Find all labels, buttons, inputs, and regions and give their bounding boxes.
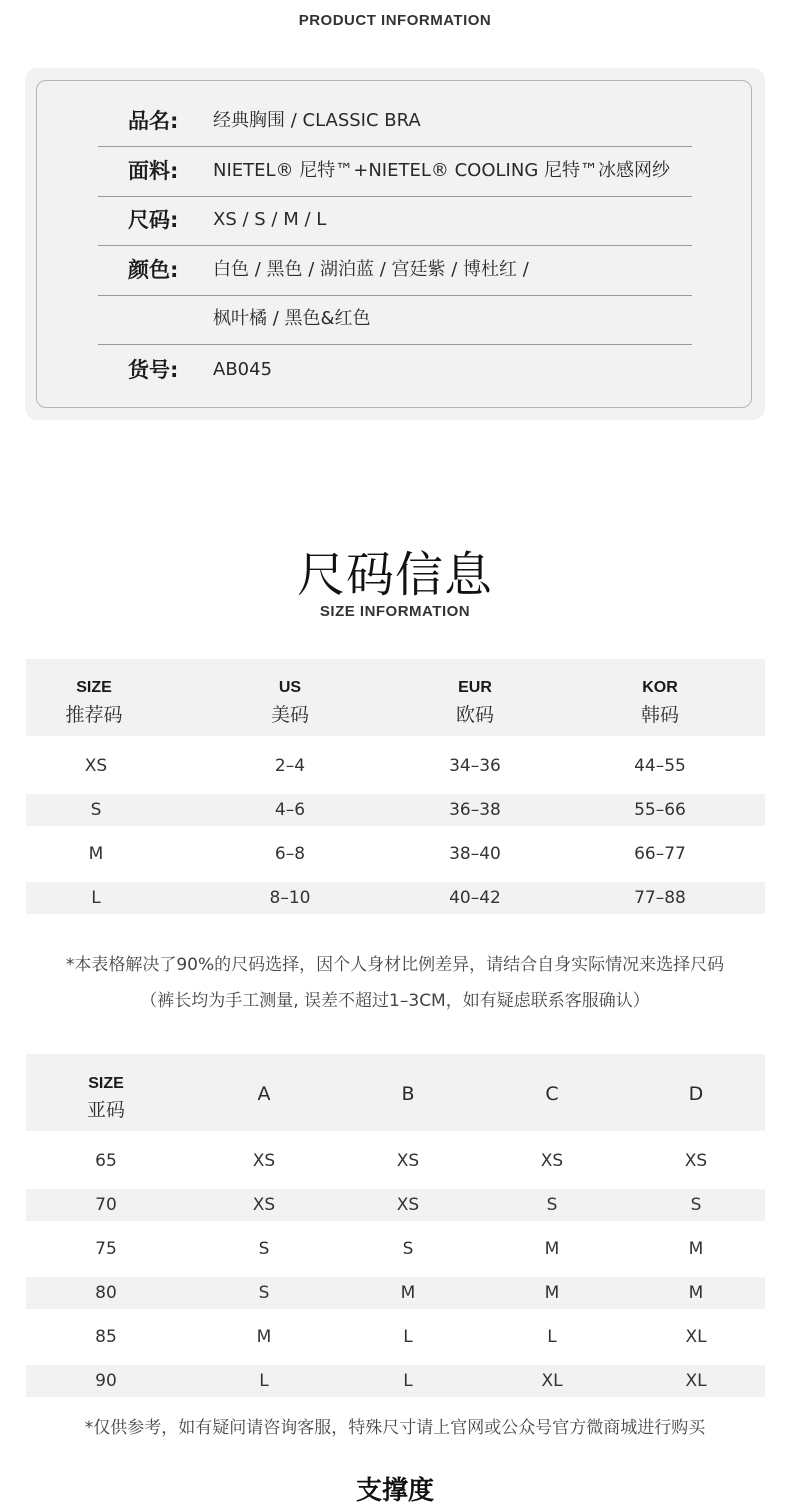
table-cell: XS [684, 1151, 708, 1171]
table-row [26, 882, 765, 914]
header-label-en: KOR [642, 679, 678, 696]
product-info-label: 面料: [128, 159, 179, 183]
table-cell: M [544, 1239, 560, 1259]
table-cell: M [544, 1283, 560, 1303]
table-cell: S [90, 800, 102, 820]
product-info-value: 经典胸围 / CLASSIC BRA [213, 110, 421, 131]
table-cell: XS [252, 1151, 276, 1171]
table-cell: L [403, 1327, 413, 1347]
product-info-row-name [98, 96, 692, 147]
table-cell: L [547, 1327, 557, 1347]
header-label-en: US [278, 679, 302, 696]
table-cell: S [402, 1239, 414, 1259]
table-cell: XS [396, 1151, 420, 1171]
product-info-row-color [98, 245, 692, 296]
size-note-line-2: （裤长均为手工测量, 误差不超过1–3CM，如有疑虑联系客服确认） [140, 991, 650, 1011]
table-cell: S [546, 1195, 558, 1215]
header-cell-b [348, 1054, 468, 1131]
table-cell: M [256, 1327, 272, 1347]
header-label: D [688, 1083, 704, 1105]
table-row [26, 1365, 765, 1397]
table-row [26, 1189, 765, 1221]
table-row [26, 750, 765, 782]
table-cell: S [258, 1283, 270, 1303]
header-label: C [545, 1083, 559, 1105]
table-header [26, 659, 765, 736]
product-info-value: 白色 / 黑色 / 湖泊蓝 / 宫廷紫 / 博杜红 / [213, 259, 529, 280]
product-info-row-size [98, 195, 692, 246]
table-row [26, 1233, 765, 1265]
size-info-title: 尺码信息 [296, 547, 493, 603]
table-cell: 4–6 [274, 800, 306, 820]
header-cell-eur [389, 659, 561, 736]
product-info-row-color-cont [98, 294, 692, 345]
product-info-label: 货号: [128, 358, 179, 382]
table-cell: XL [541, 1371, 563, 1391]
reference-note: *仅供参考，如有疑问请咨询客服，特殊尺寸请上官网或公众号官方微商城进行购买 [84, 1418, 706, 1438]
size-conversion-table [26, 659, 765, 915]
table-cell: 34–36 [449, 756, 501, 776]
table-cell: 40–42 [449, 888, 501, 908]
size-note-line-1: *本表格解决了90%的尺码选择，因个人身材比例差异，请结合自身实际情况来选择尺码 [65, 955, 725, 975]
header-cell-us [204, 659, 376, 736]
header-label-cn: 韩码 [640, 704, 679, 726]
table-cell: 90 [95, 1371, 117, 1391]
table-cell: 6–8 [274, 844, 306, 864]
table-header [26, 1054, 765, 1131]
table-cell: XL [685, 1371, 707, 1391]
table-cell: M [88, 844, 104, 864]
table-cell: 65 [95, 1151, 117, 1171]
table-cell: XS [252, 1195, 276, 1215]
table-cell: 44–55 [634, 756, 686, 776]
table-cell: S [690, 1195, 702, 1215]
header-label-en: SIZE [76, 679, 112, 696]
product-info-label: 品名: [128, 109, 179, 133]
header-cell-size [46, 1054, 166, 1131]
table-cell: 85 [95, 1327, 117, 1347]
header-label-en: SIZE [88, 1075, 124, 1092]
table-row [26, 1321, 765, 1353]
table-cell: S [258, 1239, 270, 1259]
table-row [26, 1277, 765, 1309]
table-cell: M [688, 1239, 704, 1259]
table-row [26, 838, 765, 870]
header-cell-d [636, 1054, 756, 1131]
header-cell-kor [574, 659, 746, 736]
header-label: A [257, 1083, 271, 1105]
header-cell-a [204, 1054, 324, 1131]
size-info-subtitle: SIZE INFORMATION [319, 603, 471, 620]
header-label-en: EUR [458, 679, 492, 696]
table-cell: 75 [95, 1239, 117, 1259]
header-cell-size [26, 659, 162, 736]
table-cell: XL [685, 1327, 707, 1347]
table-cell: 36–38 [449, 800, 501, 820]
header-label: B [401, 1083, 415, 1105]
header-label-cn: 亚码 [86, 1099, 125, 1121]
table-cell: 55–66 [634, 800, 686, 820]
table-cell: 8–10 [269, 888, 311, 908]
table-row [26, 1145, 765, 1177]
product-info-value: NIETEL® 尼特™+NIETEL® COOLING 尼特™冰感网纱 [213, 160, 670, 181]
product-info-label: 尺码: [128, 208, 179, 232]
product-info-value: AB045 [213, 359, 273, 380]
table-cell: 2–4 [274, 756, 306, 776]
table-cell: M [688, 1283, 704, 1303]
table-cell: 66–77 [634, 844, 686, 864]
support-level-title: 支撑度 [355, 1476, 434, 1506]
product-info-value: 枫叶橘 / 黑色&红色 [213, 308, 371, 329]
product-info-heading: PRODUCT INFORMATION [298, 12, 492, 29]
cup-size-table [26, 1054, 765, 1399]
table-cell: L [259, 1371, 269, 1391]
header-label-cn: 推荐码 [65, 704, 123, 726]
table-cell: L [91, 888, 101, 908]
header-label-cn: 美码 [270, 704, 309, 726]
table-row [26, 794, 765, 826]
table-cell: 80 [95, 1283, 117, 1303]
table-cell: L [403, 1371, 413, 1391]
table-cell: M [400, 1283, 416, 1303]
product-info-value: XS / S / M / L [213, 209, 327, 230]
table-cell: 38–40 [449, 844, 501, 864]
table-cell: 70 [95, 1195, 117, 1215]
product-info-label: 颜色: [128, 258, 179, 282]
table-cell: XS [84, 756, 108, 776]
product-info-row-sku [98, 345, 692, 395]
table-cell: 77–88 [634, 888, 686, 908]
product-info-row-fabric [98, 146, 692, 197]
header-cell-c [492, 1054, 612, 1131]
header-label-cn: 欧码 [455, 704, 494, 726]
table-cell: XS [396, 1195, 420, 1215]
table-cell: XS [540, 1151, 564, 1171]
